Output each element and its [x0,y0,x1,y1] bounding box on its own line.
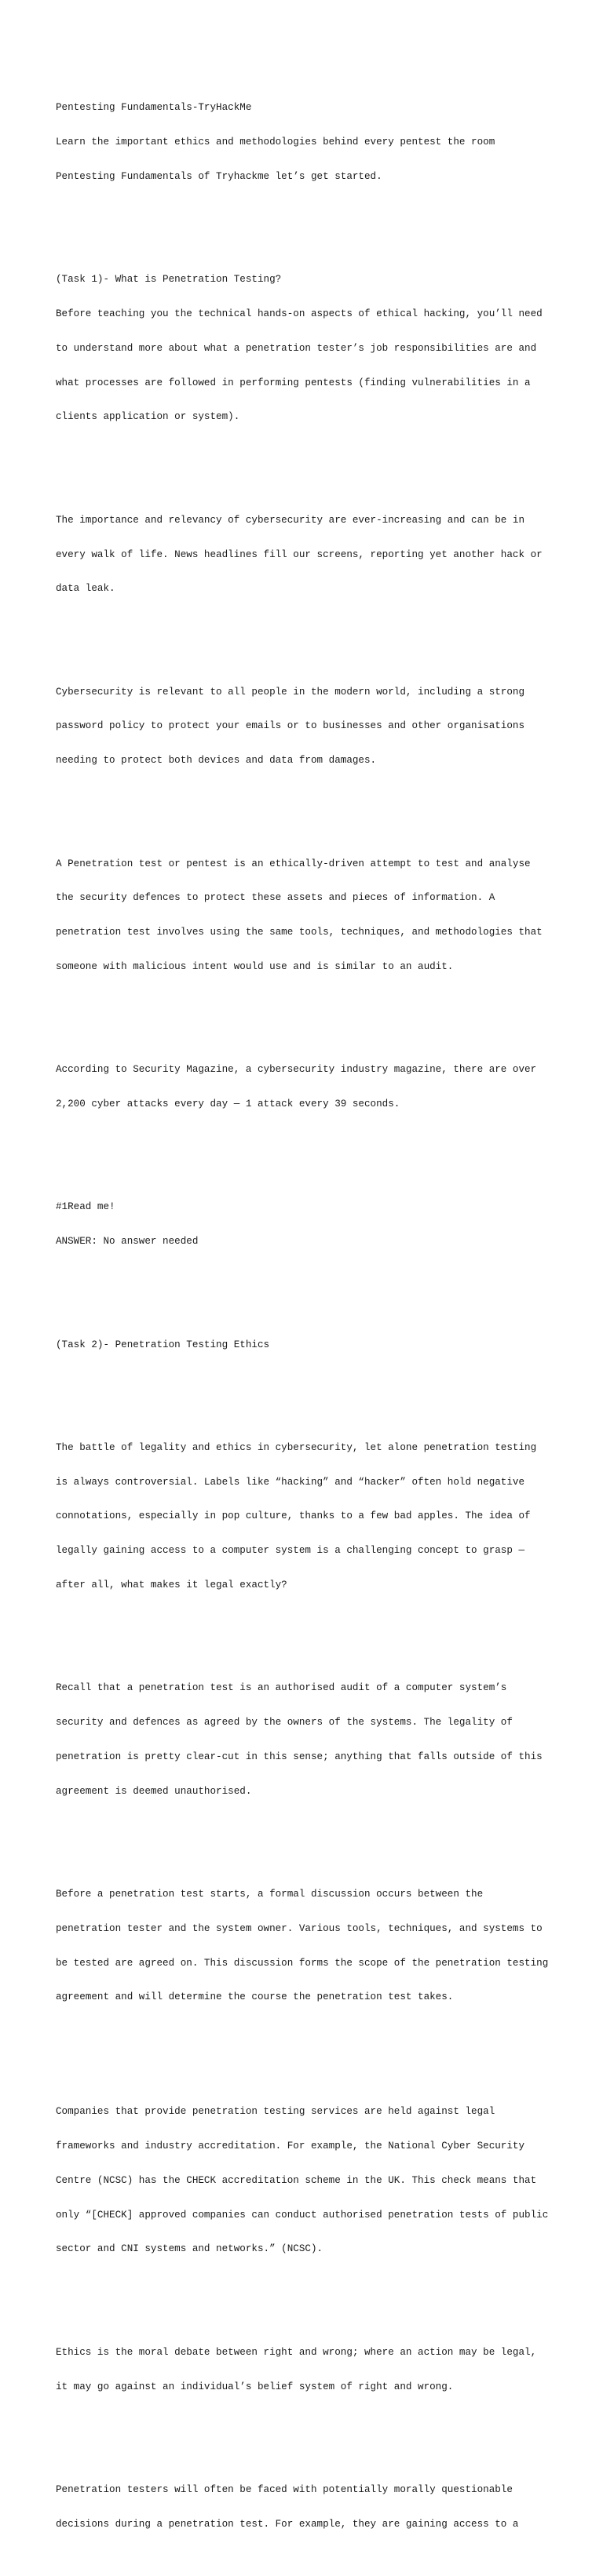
text-line: security and defences as agreed by the owners of the systems. The legality of [56,1717,513,1729]
document-title: Pentesting Fundamentals-TryHackMe [56,102,252,114]
paragraph [56,2461,558,2553]
text-line: Pentesting Fundamentals of Tryhackme let’s get started. [56,170,382,182]
text-line: Companies that provide penetration testing services are held against legal [56,2106,495,2118]
text-line: A Penetration test or pentest is an ethically-driven attempt to test and analyse [56,858,531,869]
text-line: Cybersecurity is relevant to all people in the modern world, including a strong [56,686,525,698]
text-line: password policy to protect your emails or to businesses and other organisations [56,720,525,732]
text-line: sector and CNI systems and networks.” (NCSC). [56,2243,323,2255]
paragraph [56,2324,558,2416]
text-line: it may go against an individual’s belief system of right and wrong. [56,2381,454,2392]
text-line: The battle of legality and ethics in cybersecurity, let alone penetration testing [56,1441,537,1453]
text-line: The importance and relevancy of cybersecurity are ever-increasing and can be in [56,514,525,526]
text-line: Penetration testers will often be faced with potentially morally questionable [56,2483,513,2495]
text-line: Before teaching you the technical hands-on aspects of ethical hacking, you’ll need [56,308,543,320]
text-line: 2,200 cyber attacks every day — 1 attack every 39 seconds. [56,1099,400,1110]
text-line: Centre (NCSC) has the CHECK accreditation scheme in the UK. This check means that [56,2174,537,2186]
text-line: only “[CHECK] approved companies can conduct authorised penetration tests of public [56,2209,549,2221]
text-line: According to Security Magazine, a cybersecurity industry magazine, there are over [56,1064,537,1076]
text-line: penetration is pretty clear-cut in this sense; anything that falls outside of this [56,1751,543,1762]
text-line: needing to protect both devices and data from damages. [56,755,377,767]
answer-label: ANSWER: No answer needed [56,1236,199,1248]
text-line: data leak. [56,583,115,595]
text-line: connotations, especially in pop culture, thanks to a few bad apples. The idea of [56,1510,531,1522]
text-line: legally gaining access to a computer system is a challenging concept to grasp — [56,1545,525,1557]
paragraph [56,835,558,995]
text-line: what processes are followed in performing pentests (finding vulnerabilities in a [56,377,531,388]
text-line: penetration tester and the system owner. Various tools, techniques, and systems to [56,1922,543,1934]
text-line: clients application or system). [56,411,240,423]
text-line: agreement and will determine the course the penetration test takes. [56,1991,454,2003]
text-line: every walk of life. News headlines fill our screens, reporting yet another hack or [56,548,543,560]
text-line: the security defences to protect these assets and pieces of information. A [56,892,495,904]
document-page [56,56,558,2576]
text-line: Before a penetration test starts, a formal discussion occurs between the [56,1889,484,1900]
section-heading: (Task 2)- Penetration Testing Ethics [56,1339,270,1350]
task2-heading-block [56,1316,558,1373]
text-line: be tested are agreed on. This discussion forms the scope of the penetration testing [56,1957,549,1969]
text-line: to understand more about what a penetration tester’s job responsibilities are and [56,342,537,354]
paragraph [56,663,558,789]
question-answer [56,1179,558,1270]
paragraph [56,1041,558,1133]
intro-paragraph [56,79,558,206]
question-label: #1Read me! [56,1201,115,1213]
task1-paragraph [56,251,558,446]
text-line: decisions during a penetration test. For example, they are gaining access to a [56,2518,519,2530]
section-heading: (Task 1)- What is Penetration Testing? [56,274,282,286]
text-line: frameworks and industry accreditation. For example, the National Cyber Security [56,2141,525,2152]
text-line: agreement is deemed unauthorised. [56,1785,252,1797]
paragraph [56,1419,558,1614]
text-line: Recall that a penetration test is an authorised audit of a computer system’s [56,1682,507,1694]
text-line: is always controversial. Labels like “hacking” and “hacker” often hold negative [56,1476,525,1488]
paragraph [56,2083,558,2278]
paragraph [56,1866,558,2026]
text-line: after all, what makes it legal exactly? [56,1579,287,1590]
text-line: Ethics is the moral debate between right and wrong; where an action may be legal, [56,2346,537,2358]
paragraph [56,492,558,618]
text-line: Learn the important ethics and methodologies behind every pentest the room [56,137,495,148]
paragraph [56,1660,558,1820]
text-line: someone with malicious intent would use and is similar to an audit. [56,960,454,972]
text-line: penetration test involves using the same tools, techniques, and methodologies that [56,927,543,938]
